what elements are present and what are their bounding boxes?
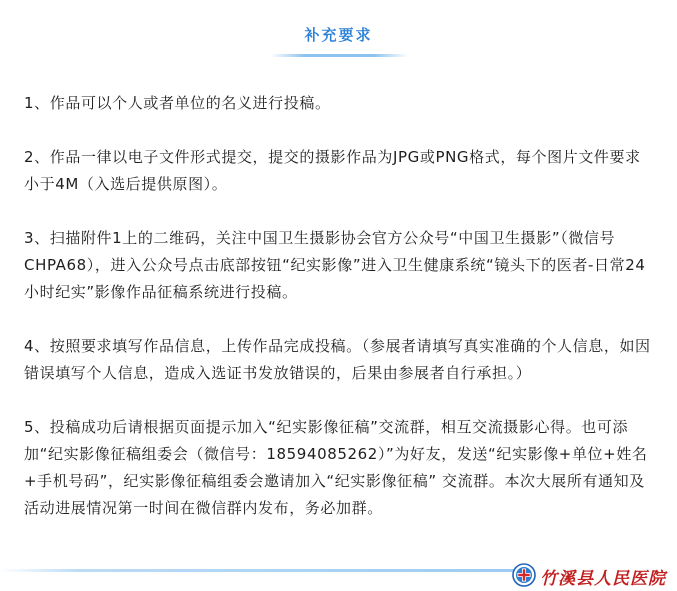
- footer: [0, 561, 677, 591]
- requirement-item-2: 2、作品一律以电子文件形式提交，提交的摄影作品为JPG或PNG格式，每个图片文件要求小于4M（入选后提供原图）。: [24, 148, 641, 193]
- section-header: [0, 18, 677, 54]
- hospital-emblem-icon: [512, 563, 536, 587]
- section-title: 补充要求: [304, 26, 373, 44]
- requirements-list: [24, 90, 656, 549]
- requirement-item-4: 4、按照要求填写作品信息，上传作品完成投稿。（参展者请填写真实准确的个人信息，如因错误填写个人信息，造成入选证书发放错误的，后果由参展者自行承担。）: [24, 337, 651, 382]
- title-underline: [270, 54, 408, 57]
- requirement-item-1: 1、作品可以个人或者单位的名义进行投稿。: [24, 94, 331, 112]
- requirement-item-5: 5、投稿成功后请根据页面提示加入“纪实影像征稿”交流群，相互交流摄影心得。也可添加“纪实影像征稿组委会（微信号：18594085262）”为好友，发送“纪实影像+单位+姓名+手机号码”，纪实影像征稿组委会邀请加入“纪实影像征稿” 交流群。本次大展所有通知及活动进展情况第一时间在微信群内发布，务必加群。: [24, 418, 648, 517]
- footer-divider: [0, 569, 520, 572]
- requirement-item-3: 3、扫描附件1上的二维码，关注中国卫生摄影协会官方公众号“中国卫生摄影”（微信号CHPA68），进入公众号点击底部按钮“纪实影像”进入卫生健康系统“镜头下的医者-日常24小时纪实”影像作品征稿系统进行投稿。: [24, 229, 646, 301]
- hospital-name: 竹溪县人民医院: [540, 569, 666, 589]
